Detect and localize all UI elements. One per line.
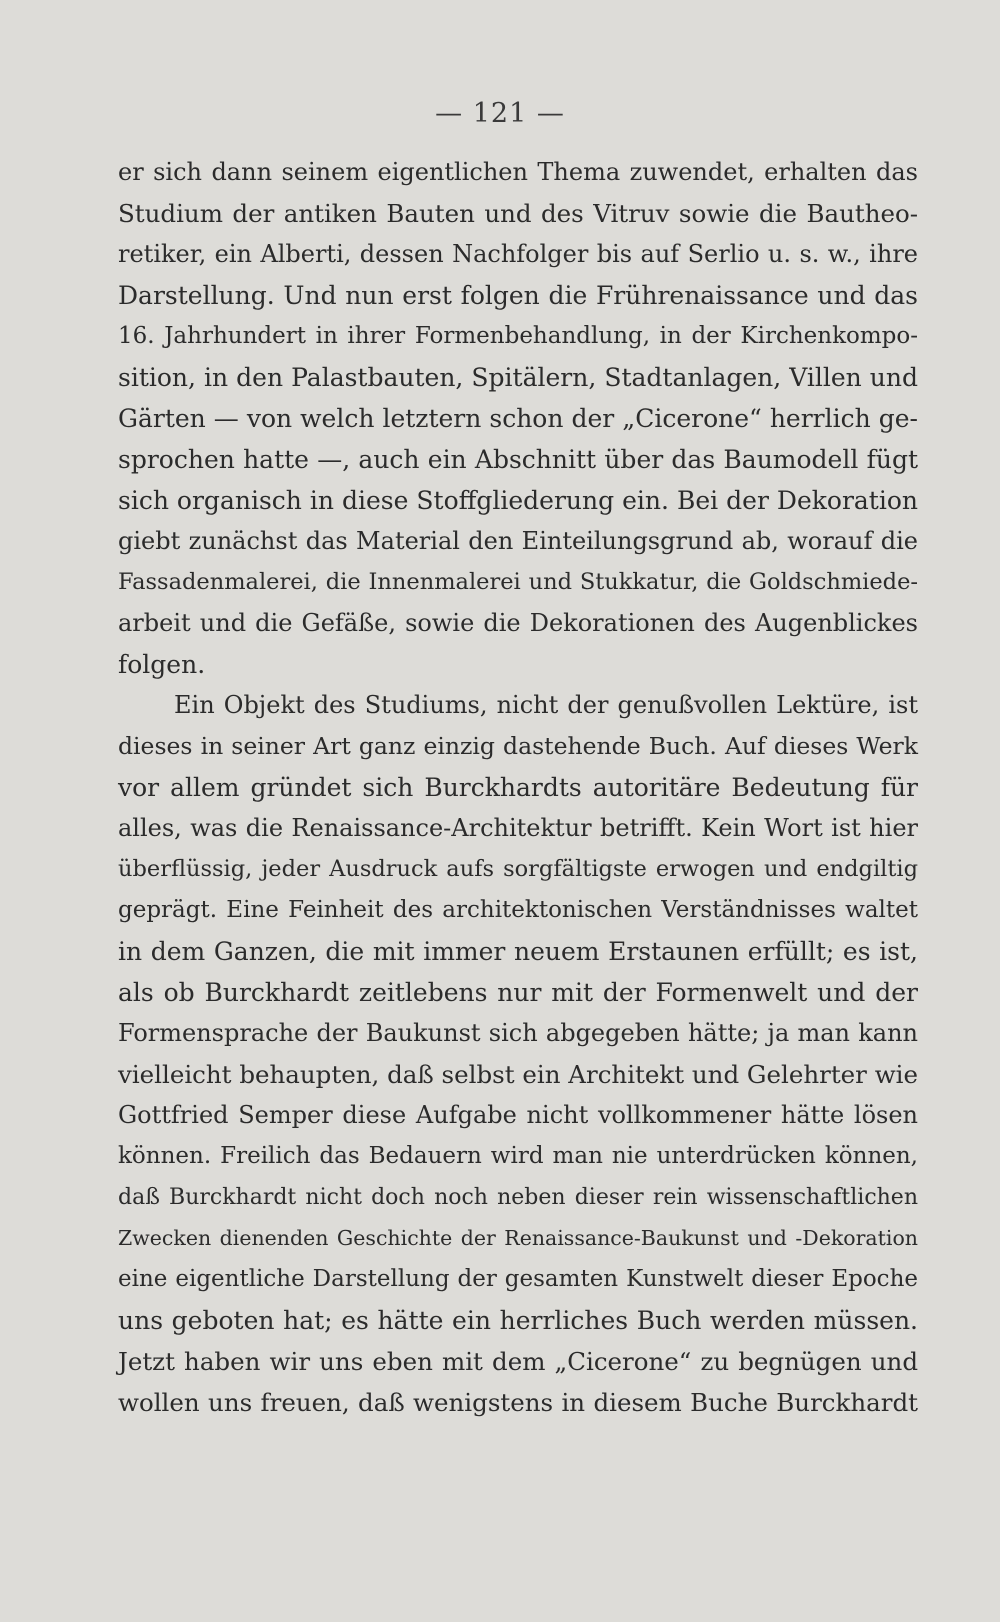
text-line: vor allem gründet sich Burckhardts autoritäre Bedeutung für [118,773,918,802]
text-line: arbeit und die Gefäße, sowie die Dekorationen des Augenblickes [118,609,918,637]
text-line: Gottfried Semper diese Aufgabe nicht vollkommener hätte lösen [118,1101,918,1129]
text-line: eine eigentliche Darstellung der gesamten Kunstwelt dieser Epoche [118,1266,918,1292]
text-line: folgen. [118,650,206,679]
text-line: überflüssig, jeder Ausdruck aufs sorgfältigste erwogen und endgiltig [118,856,918,882]
text-line: in dem Ganzen, die mit immer neuem Erstaunen erfüllt; es ist, [118,937,918,966]
text-line: sition, in den Palastbauten, Spitälern, Stadtanlagen, Villen und [118,363,918,392]
text-line: sprochen hatte —, auch ein Abschnitt über das Baumodell fügt [118,445,918,474]
text-line: retiker, ein Alberti, dessen Nachfolger bis auf Serlio u. s. w., ihre [118,240,918,268]
text-line: 16. Jahrhundert in ihrer Formenbehandlung, in der Kirchenkompo- [118,323,918,349]
body-text [118,152,918,1423]
text-line: uns geboten hat; es hätte ein herrliches Buch werden müssen. [118,1306,918,1335]
paragraph-2 [118,685,918,1423]
text-line: Formensprache der Baukunst sich abgegeben hätte; ja man kann [118,1019,918,1047]
text-line: dieses in seiner Art ganz einzig dastehende Buch. Auf dieses Werk [118,732,918,760]
page-number: — 121 — [435,98,565,129]
text-line: vielleicht behaupten, daß selbst ein Architekt und Gelehrter wie [118,1060,918,1089]
text-line: wollen uns freuen, daß wenigstens in diesem Buche Burckhardt [118,1388,918,1417]
text-line: Gärten — von welch letztern schon der „Cicerone“ herrlich ge- [118,404,918,433]
text-line: Ein Objekt des Studiums, nicht der genußvollen Lektüre, ist [174,691,918,719]
text-line: Zwecken dienenden Geschichte der Renaissance-Baukunst und -Dekoration [118,1226,918,1250]
text-line: geprägt. Eine Feinheit des architektonischen Verständnisses waltet [118,897,918,923]
text-line: Fassadenmalerei, die Innenmalerei und Stukkatur, die Goldschmiede- [118,569,918,595]
text-line: als ob Burckhardt zeitlebens nur mit der Formenwelt und der [118,978,918,1007]
text-line: er sich dann seinem eigentlichen Thema zuwendet, erhalten das [118,158,918,186]
text-line: Studium der antiken Bauten und des Vitruv sowie die Bautheo- [118,199,918,228]
paragraph-1 [118,152,918,685]
text-line: sich organisch in diese Stoffgliederung ein. Bei der Dekoration [118,486,918,515]
text-line: Darstellung. Und nun erst folgen die Frührenaissance und das [118,281,918,310]
text-line: alles, was die Renaissance-Architektur betrifft. Kein Wort ist hier [118,814,918,842]
text-line: giebt zunächst das Material den Einteilungsgrund ab, worauf die [118,527,918,555]
text-line: Jetzt haben wir uns eben mit dem „Cicerone“ zu begnügen und [118,1347,918,1376]
text-line: können. Freilich das Bedauern wird man nie unterdrücken können, [118,1143,918,1169]
text-line: daß Burckhardt nicht doch noch neben dieser rein wissenschaftlichen [118,1185,918,1210]
